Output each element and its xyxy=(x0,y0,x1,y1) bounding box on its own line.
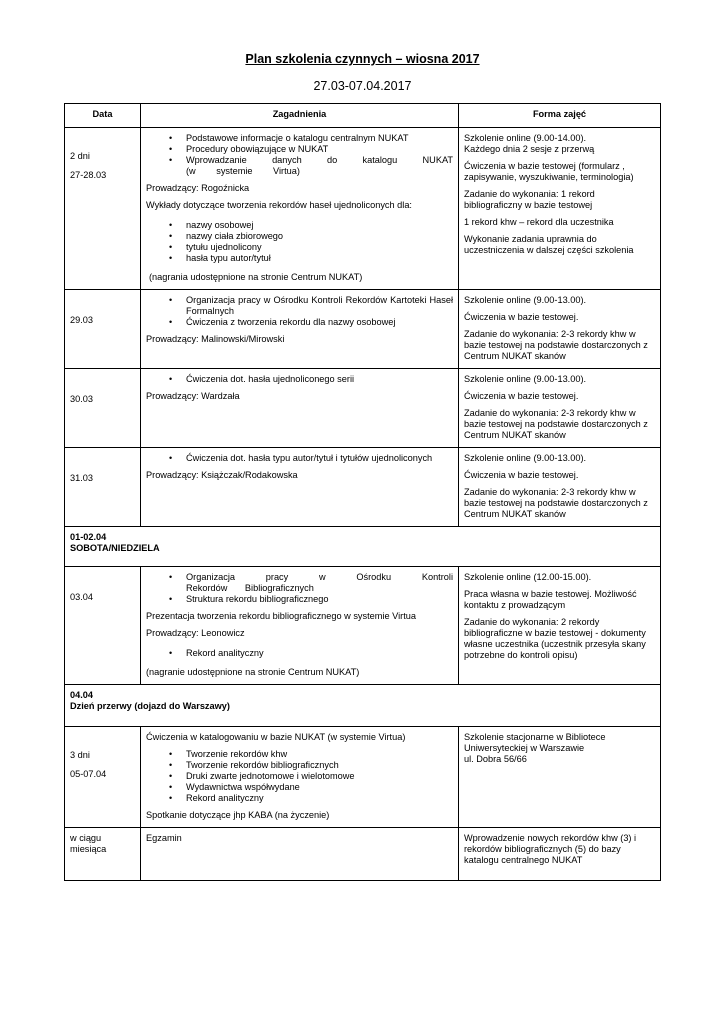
weekend-label: SOBOTA/NIEDZIELA xyxy=(70,543,160,553)
form-text: Szkolenie stacjonarne w Bibliotece Uniwersyteckiej w Warszawie ul. Dobra 56/66 xyxy=(464,732,606,764)
table-row xyxy=(65,685,661,727)
form-cell xyxy=(459,727,661,828)
weekend-cell xyxy=(65,527,661,567)
header-date: Data xyxy=(65,104,141,128)
break-label: Dzień przerwy (dojazd do Warszawy) xyxy=(70,701,230,711)
list-item: • Ćwiczenia z tworzenia rekordu dla nazwy osobowej xyxy=(186,317,453,328)
form-text: Praca własna w bazie testowej. Możliwość kontaktu z prowadzącym xyxy=(464,589,637,610)
table-row xyxy=(65,369,661,448)
table-row xyxy=(65,128,661,290)
topic-list xyxy=(146,374,453,385)
topic-list xyxy=(146,572,453,605)
form-text: Wykonanie zadania uprawnia do uczestniczenia w dalszej części szkolenia xyxy=(464,234,634,255)
date-cell xyxy=(65,727,141,828)
form-text: Ćwiczenia w bazie testowej (formularz , zapisywanie, wyszukiwanie, terminologia) xyxy=(464,161,634,182)
table-row xyxy=(65,527,661,567)
list-item: • nazwy ciała zbiorowego xyxy=(186,231,453,242)
meeting-text: Spotkanie dotyczące jhp KABA (na życzenie) xyxy=(146,810,330,820)
form-text: Zadanie do wykonania: 1 rekord bibliograficzny w bazie testowej xyxy=(464,189,595,210)
date-cell xyxy=(65,369,141,448)
topics-cell xyxy=(141,448,459,527)
table-row xyxy=(65,727,661,828)
date-range: 27.03-07.04.2017 xyxy=(313,79,412,93)
form-cell xyxy=(459,128,661,290)
lecturer: Prowadzący: Malinowski/Mirowski xyxy=(146,334,285,344)
list-item: • Wydawnictwa współwydane xyxy=(186,782,453,793)
topic-list xyxy=(146,648,453,659)
duration: 2 dni xyxy=(70,151,90,161)
list-item: • Procedury obowiązujące w NUKAT xyxy=(186,144,453,155)
table-header-row xyxy=(65,104,661,128)
form-text: Szkolenie online (9.00-14.00). Każdego dnia 2 sesje z przerwą xyxy=(464,133,595,154)
form-cell xyxy=(459,828,661,881)
list-item: • Ćwiczenia dot. hasła ujednoliconego serii xyxy=(186,374,453,385)
form-text: Zadanie do wykonania: 2-3 rekordy khw w bazie testowej na podstawie dostarczonych z Centrum NUKAT skanów xyxy=(464,408,648,440)
duration: 3 dni xyxy=(70,750,90,760)
topics-cell xyxy=(141,828,459,881)
list-item: • nazwy osobowej xyxy=(186,220,453,231)
date: w ciągu miesiąca xyxy=(70,833,107,854)
page-title: Plan szkolenia czynnych – wiosna 2017 xyxy=(245,52,480,66)
recording-note: (nagranie udostępnione na stronie Centrum NUKAT) xyxy=(146,667,360,677)
recording-note: (nagrania udostępnione na stronie Centrum NUKAT) xyxy=(149,272,363,282)
lecturer: Prowadzący: Książczak/Rodakowska xyxy=(146,470,298,480)
list-item: • Tworzenie rekordów bibliograficznych xyxy=(186,760,453,771)
topics-cell xyxy=(141,727,459,828)
break-cell xyxy=(65,685,661,727)
list-item: • Podstawowe informacje o katalogu centralnym NUKAT xyxy=(186,133,453,144)
weekend-dates: 01-02.04 xyxy=(70,532,107,542)
form-text: Szkolenie online (9.00-13.00). xyxy=(464,295,587,305)
date: 27-28.03 xyxy=(70,170,107,180)
table-row xyxy=(65,567,661,685)
date-cell xyxy=(65,128,141,290)
topics-cell xyxy=(141,128,459,290)
list-item: • hasła typu autor/tytuł xyxy=(186,253,453,264)
date: 03.04 xyxy=(70,592,93,602)
list-item: • Tworzenie rekordów khw xyxy=(186,749,453,760)
topics-cell xyxy=(141,290,459,369)
header-form: Forma zajęć xyxy=(459,104,661,128)
topics-cell xyxy=(141,567,459,685)
exam-text: Egzamin xyxy=(146,833,182,843)
form-text: Ćwiczenia w bazie testowej. xyxy=(464,470,579,480)
lecturer: Prowadzący: Rogoźnicka xyxy=(146,183,250,193)
list-item: • tytułu ujednolicony xyxy=(186,242,453,253)
date-cell xyxy=(65,567,141,685)
list-item: • Organizacja pracy w Ośrodku Kontroli Rekordów Bibliograficznych xyxy=(186,572,453,594)
form-text: Zadanie do wykonania: 2-3 rekordy khw w bazie testowej na podstawie dostarczonych z Centrum NUKAT skanów xyxy=(464,487,648,519)
topic-list xyxy=(146,220,453,264)
list-item: • Druki zwarte jednotomowe i wielotomowe xyxy=(186,771,453,782)
date: 29.03 xyxy=(70,315,93,325)
list-item: • Struktura rekordu bibliograficznego xyxy=(186,594,453,605)
form-cell xyxy=(459,448,661,527)
list-item: • Rekord analityczny xyxy=(186,793,453,804)
topics-cell xyxy=(141,369,459,448)
list-item: • Rekord analityczny xyxy=(186,648,453,659)
form-text: Szkolenie online (12.00-15.00). xyxy=(464,572,592,582)
date: 05-07.04 xyxy=(70,769,107,779)
table-row xyxy=(65,290,661,369)
topic-list xyxy=(146,749,453,804)
topic-list xyxy=(146,295,453,328)
header-topics: Zagadnienia xyxy=(141,104,459,128)
list-item: • Wprowadzanie danych do katalogu NUKAT (w systemie Virtua) xyxy=(186,155,453,177)
form-text: Szkolenie online (9.00-13.00). xyxy=(464,453,587,463)
form-text: Ćwiczenia w bazie testowej. xyxy=(464,391,579,401)
form-text: Zadanie do wykonania: 2 rekordy bibliograficzne w bazie testowej - dokumenty własne uczestnika (uczestnik przesyła skany potrzebne do kontroli opisu) xyxy=(464,617,646,660)
date-cell xyxy=(65,828,141,881)
topic-list xyxy=(146,453,453,464)
lecture-intro: Wykłady dotyczące tworzenia rekordów haseł ujednoliconych dla: xyxy=(146,200,412,210)
table-row xyxy=(65,828,661,881)
form-text: Wprowadzenie nowych rekordów khw (3) i rekordów bibliograficznych (5) do bazy katalogu centralnego NUKAT xyxy=(464,833,637,865)
table-row xyxy=(65,448,661,527)
lecturer: Prowadzący: Leonowicz xyxy=(146,628,245,638)
date: 30.03 xyxy=(70,394,93,404)
topic-list xyxy=(146,133,453,177)
list-item: • Organizacja pracy w Ośrodku Kontroli Rekordów Kartoteki Haseł Formalnych xyxy=(186,295,453,317)
presentation-text: Prezentacja tworzenia rekordu bibliograficznego w systemie Virtua xyxy=(146,611,416,621)
break-date: 04.04 xyxy=(70,690,93,700)
date: 31.03 xyxy=(70,473,93,483)
form-text: Zadanie do wykonania: 2-3 rekordy khw w bazie testowej na podstawie dostarczonych z Centrum NUKAT skanów xyxy=(464,329,648,361)
date-cell xyxy=(65,448,141,527)
form-cell xyxy=(459,290,661,369)
lecturer: Prowadzący: Wardzała xyxy=(146,391,240,401)
list-item: • Ćwiczenia dot. hasła typu autor/tytuł i tytułów ujednoliconych xyxy=(186,453,453,464)
form-text: Ćwiczenia w bazie testowej. xyxy=(464,312,579,322)
exercise-intro: Ćwiczenia w katalogowaniu w bazie NUKAT (w systemie Virtua) xyxy=(146,732,406,742)
training-plan-table xyxy=(64,103,661,881)
form-cell xyxy=(459,369,661,448)
form-text: Szkolenie online (9.00-13.00). xyxy=(464,374,587,384)
date-cell xyxy=(65,290,141,369)
form-text: 1 rekord khw – rekord dla uczestnika xyxy=(464,217,614,227)
form-cell xyxy=(459,567,661,685)
